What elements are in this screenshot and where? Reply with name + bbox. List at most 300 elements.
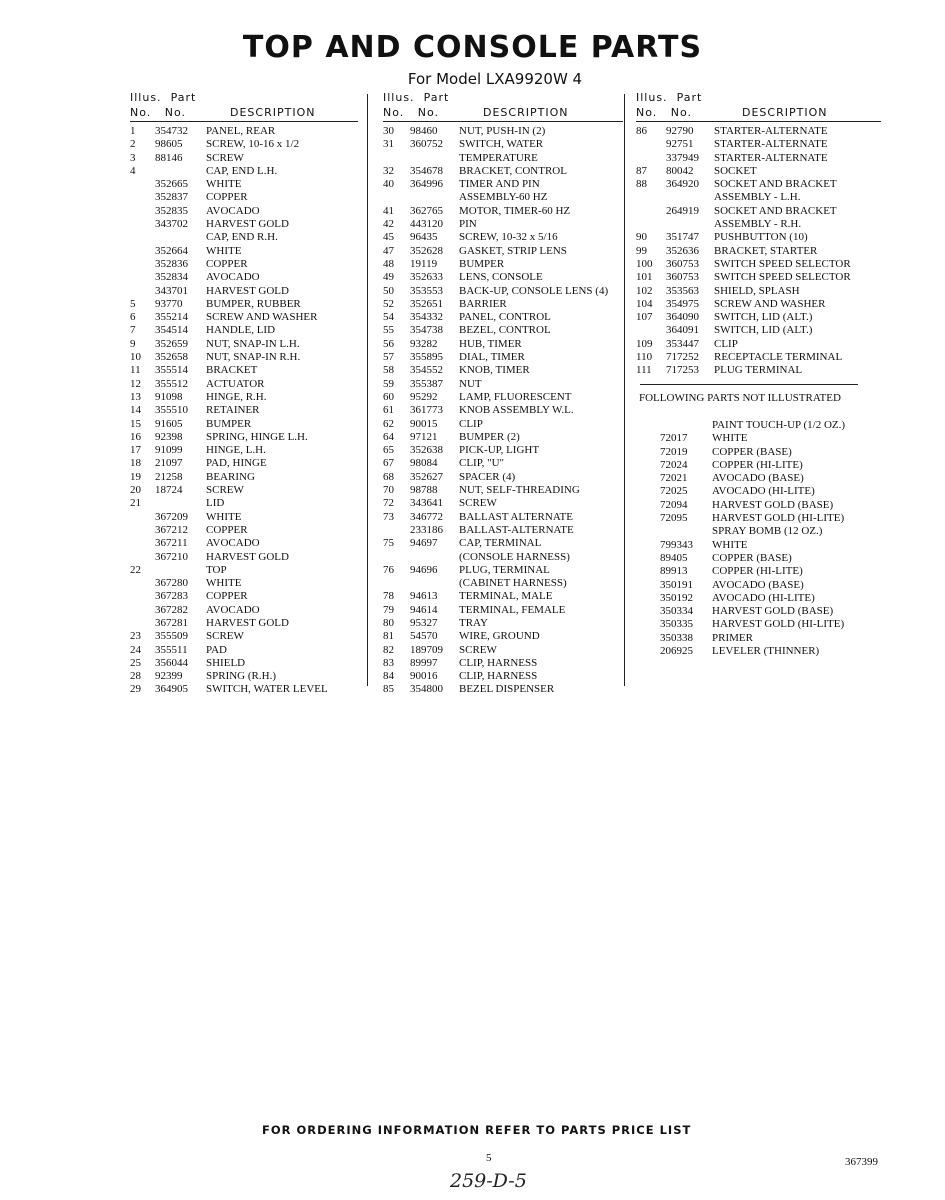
illus-number: 18: [130, 457, 141, 470]
part-number: 92751: [666, 138, 694, 151]
illus-number: 52: [383, 297, 394, 310]
part-row: [130, 511, 358, 524]
part-description: PAINT TOUCH-UP (1/2 OZ.): [712, 419, 846, 431]
part-number: 353563: [666, 284, 699, 297]
part-description: CAP, END L.H.: [206, 164, 278, 177]
part-row: [636, 512, 881, 525]
part-row: [383, 125, 623, 138]
part-description: WHITE: [206, 510, 242, 523]
illus-number: 84: [383, 670, 394, 683]
part-row: [636, 525, 881, 538]
part-number: 94697: [410, 537, 438, 550]
part-row: [130, 617, 358, 630]
part-number: 352664: [155, 244, 188, 257]
part-description: ASSEMBLY - R.H.: [714, 218, 802, 231]
part-row: [636, 432, 881, 445]
illus-number: 54: [383, 311, 394, 324]
part-row: [130, 245, 358, 258]
part-description: ACTUATOR: [206, 377, 265, 390]
part-number: 367281: [155, 616, 188, 629]
part-description: SWITCH, WATER: [459, 138, 544, 151]
part-row: [130, 418, 358, 431]
part-description: (CABINET HARNESS): [459, 577, 567, 590]
part-description: TIMER AND PIN: [459, 178, 540, 191]
part-row: [636, 618, 881, 631]
part-row: [383, 683, 623, 696]
part-description: AVOCADO: [206, 271, 260, 284]
part-number: 360752: [410, 138, 443, 151]
part-description: AVOCADO (BASE): [712, 472, 804, 485]
part-description: BEZEL, CONTROL: [459, 324, 551, 337]
part-description: SCREW: [459, 643, 497, 656]
no-no-label: No. No.: [636, 106, 693, 119]
illus-number: 79: [383, 603, 394, 616]
part-description: PRIMER: [712, 631, 753, 644]
part-description: SHIELD: [206, 656, 246, 669]
part-description: BALLAST ALTERNATE: [459, 510, 573, 523]
illus-part-label: Illus. Part: [130, 91, 197, 104]
part-row: [130, 311, 358, 324]
part-number: 350192: [660, 591, 693, 604]
part-number: 89405: [660, 551, 688, 564]
part-number: 91099: [155, 444, 183, 457]
part-number: 21258: [155, 470, 183, 483]
part-number: 89913: [660, 565, 688, 578]
part-description: TEMPERATURE: [459, 151, 538, 164]
part-row: [130, 670, 358, 683]
illus-number: 9: [130, 337, 136, 350]
illus-number: 80: [383, 616, 394, 629]
part-description: TERMINAL, MALE: [459, 590, 553, 603]
part-row: [636, 138, 881, 151]
illus-number: 20: [130, 484, 141, 497]
document-number: 367399: [845, 1156, 878, 1168]
illus-number: 88: [636, 178, 647, 191]
part-description: CLIP, HARNESS: [459, 656, 538, 669]
part-number: 94613: [410, 590, 438, 603]
part-row: [383, 524, 623, 537]
illus-number: 7: [130, 324, 136, 337]
illus-number: 56: [383, 337, 394, 350]
part-description: SOCKET: [714, 164, 757, 177]
part-number: 360753: [666, 257, 699, 270]
part-description: BUMPER: [459, 257, 505, 270]
description-header: DESCRIPTION: [483, 106, 569, 119]
part-number: 354738: [410, 324, 443, 337]
part-row: [130, 218, 358, 231]
part-number: 352658: [155, 351, 188, 364]
description-header: DESCRIPTION: [230, 106, 316, 119]
part-description: SPACER (4): [459, 470, 516, 483]
part-row: [130, 178, 358, 191]
part-description: CLIP: [459, 417, 483, 430]
illus-number: 73: [383, 510, 394, 523]
part-row: [130, 285, 358, 298]
part-row: [636, 351, 881, 364]
part-number: 354975: [666, 297, 699, 310]
part-description: PAD, HINGE: [206, 457, 267, 470]
part-description: NUT, SNAP-IN R.H.: [206, 351, 301, 364]
part-description: LENS, CONSOLE: [459, 271, 543, 284]
part-description: HARVEST GOLD: [206, 218, 289, 231]
part-row: [636, 338, 881, 351]
part-row: [636, 579, 881, 592]
part-row: [383, 444, 623, 457]
part-number: 264919: [666, 204, 699, 217]
part-row: [383, 338, 623, 351]
model-subtitle: For Model LXA9920W 4: [407, 70, 583, 88]
part-row: [383, 218, 623, 231]
part-number: 94614: [410, 603, 438, 616]
part-description: WHITE: [712, 432, 748, 445]
part-row: [383, 364, 623, 377]
part-row: [383, 590, 623, 603]
part-row: [130, 590, 358, 603]
part-description: STARTER-ALTERNATE: [714, 125, 828, 137]
part-number: 189709: [410, 643, 443, 656]
part-row: [636, 645, 881, 658]
illus-number: 75: [383, 537, 394, 550]
part-row: [383, 457, 623, 470]
parts-list: [383, 125, 623, 697]
illus-number: 110: [636, 351, 653, 364]
part-number: 89997: [410, 656, 438, 669]
part-row: [130, 497, 358, 510]
part-description: STARTER-ALTERNATE: [714, 151, 828, 164]
part-row: [130, 298, 358, 311]
description-header: DESCRIPTION: [742, 106, 828, 119]
part-description: TERMINAL, FEMALE: [459, 603, 566, 616]
illus-number: 4: [130, 164, 136, 177]
part-number: 95327: [410, 616, 438, 629]
column-divider: [624, 94, 625, 686]
part-row: [383, 351, 623, 364]
part-row: [130, 152, 358, 165]
part-number: 354732: [155, 125, 188, 137]
illus-number: 1: [130, 125, 136, 137]
part-number: 355512: [155, 377, 188, 390]
part-row: [383, 391, 623, 404]
part-number: 72094: [660, 498, 688, 511]
part-row: [130, 138, 358, 151]
part-number: 98605: [155, 138, 183, 151]
part-description: WIRE, GROUND: [459, 630, 540, 643]
illus-number: 62: [383, 417, 394, 430]
part-description: BACK-UP, CONSOLE LENS (4): [459, 284, 609, 297]
part-number: 346772: [410, 510, 443, 523]
illus-number: 64: [383, 430, 394, 443]
part-description: AVOCADO: [206, 537, 260, 550]
illus-number: 31: [383, 138, 394, 151]
illus-number: 15: [130, 417, 141, 430]
part-description: HARVEST GOLD (BASE): [712, 498, 834, 511]
illus-number: 86: [636, 125, 647, 137]
part-number: 355387: [410, 377, 443, 390]
part-row: [636, 364, 881, 377]
part-row: [383, 670, 623, 683]
part-row: [636, 125, 881, 138]
part-number: 717253: [666, 364, 699, 377]
part-row: [383, 311, 623, 324]
part-description: COPPER: [206, 257, 248, 270]
part-description: SWITCH SPEED SELECTOR: [714, 257, 851, 270]
part-number: 361773: [410, 404, 443, 417]
part-row: [383, 404, 623, 417]
part-description: BRACKET, CONTROL: [459, 164, 567, 177]
illus-number: 25: [130, 656, 141, 669]
part-description: PLUG TERMINAL: [714, 364, 803, 377]
illus-number: 41: [383, 204, 394, 217]
part-row: [130, 125, 358, 138]
part-row: [130, 551, 358, 564]
part-number: 343641: [410, 497, 443, 510]
part-description: WHITE: [206, 577, 242, 590]
part-row: [130, 431, 358, 444]
part-number: 337949: [666, 151, 699, 164]
illus-part-label: Illus. Part: [636, 91, 703, 104]
column-header: [636, 90, 881, 125]
part-description: RECEPTACLE TERMINAL: [714, 351, 843, 364]
part-row: [130, 457, 358, 470]
part-description: BARRIER: [459, 297, 507, 310]
part-row: [636, 205, 881, 218]
part-description: CLIP, "U": [459, 457, 505, 470]
part-number: 350191: [660, 578, 693, 591]
part-row: [130, 258, 358, 271]
part-number: 352835: [155, 204, 188, 217]
part-number: 355509: [155, 630, 188, 643]
part-number: 352836: [155, 257, 188, 270]
illus-number: 32: [383, 164, 394, 177]
part-number: 96435: [410, 231, 438, 244]
part-row: [383, 152, 623, 165]
illus-number: 24: [130, 643, 141, 656]
part-number: 352659: [155, 337, 188, 350]
not-illustrated-heading: FOLLOWING PARTS NOT ILLUSTRATED: [639, 392, 841, 404]
part-number: 354678: [410, 164, 443, 177]
part-number: 352837: [155, 191, 188, 204]
part-row: [383, 298, 623, 311]
illus-number: 59: [383, 377, 394, 390]
part-description: SWITCH, LID (ALT.): [714, 324, 813, 337]
illus-number: 55: [383, 324, 394, 337]
part-row: [383, 285, 623, 298]
not-illustrated-list: [636, 419, 881, 658]
part-description: NUT, PUSH-IN (2): [459, 125, 546, 137]
part-description: DIAL, TIMER: [459, 351, 525, 364]
part-row: [130, 364, 358, 377]
part-description: SPRING (R.H.): [206, 670, 276, 683]
part-number: 54570: [410, 630, 438, 643]
part-description: AVOCADO: [206, 204, 260, 217]
part-row: [383, 138, 623, 151]
part-description: CAP, END R.H.: [206, 231, 278, 244]
part-description: PUSHBUTTON (10): [714, 231, 808, 244]
part-number: 95292: [410, 390, 438, 403]
illus-number: 14: [130, 404, 141, 417]
part-row: [130, 484, 358, 497]
part-number: 367209: [155, 510, 188, 523]
part-row: [383, 497, 623, 510]
illus-part-label: Illus. Part: [383, 91, 450, 104]
part-description: SOCKET AND BRACKET: [714, 204, 837, 217]
part-row: [130, 537, 358, 550]
part-row: [636, 298, 881, 311]
part-row: [636, 565, 881, 578]
part-row: [383, 165, 623, 178]
part-number: 354552: [410, 364, 443, 377]
part-number: 356044: [155, 656, 188, 669]
header-rule: [383, 121, 623, 122]
part-number: 94696: [410, 563, 438, 576]
part-description: SCREW: [206, 630, 244, 643]
part-description: SCREW, 10-16 x 1/2: [206, 138, 300, 151]
part-row: [636, 485, 881, 498]
part-row: [383, 604, 623, 617]
illus-number: 17: [130, 444, 141, 457]
part-number: 350334: [660, 605, 693, 618]
part-number: 443120: [410, 218, 443, 231]
part-row: [383, 431, 623, 444]
part-description: PIN: [459, 218, 477, 231]
part-row: [383, 564, 623, 577]
part-description: PICK-UP, LIGHT: [459, 444, 540, 457]
part-description: COPPER: [206, 191, 248, 204]
part-description: HARVEST GOLD: [206, 550, 289, 563]
part-number: 88146: [155, 151, 183, 164]
part-row: [636, 592, 881, 605]
part-number: 90016: [410, 670, 438, 683]
part-row: [636, 285, 881, 298]
illus-number: 78: [383, 590, 394, 603]
part-number: 206925: [660, 645, 693, 658]
part-number: 97121: [410, 430, 438, 443]
part-row: [130, 577, 358, 590]
part-number: 367211: [155, 537, 188, 550]
part-row: [130, 191, 358, 204]
part-number: 367280: [155, 577, 188, 590]
illus-number: 87: [636, 164, 647, 177]
part-number: 72019: [660, 445, 688, 458]
part-row: [636, 271, 881, 284]
part-description: HARVEST GOLD (BASE): [712, 605, 834, 618]
part-description: NUT, SNAP-IN L.H.: [206, 337, 300, 350]
part-row: [636, 258, 881, 271]
part-description: LAMP, FLUORESCENT: [459, 390, 572, 403]
illus-number: 21: [130, 497, 141, 510]
illus-number: 61: [383, 404, 394, 417]
illus-number: 100: [636, 257, 653, 270]
part-row: [130, 644, 358, 657]
illus-number: 81: [383, 630, 394, 643]
part-number: 350338: [660, 631, 693, 644]
part-number: 367212: [155, 523, 188, 536]
part-description: CAP, TERMINAL: [459, 537, 542, 550]
part-number: 21097: [155, 457, 183, 470]
illus-number: 6: [130, 311, 136, 324]
part-description: SCREW, 10-32 x 5/16: [459, 231, 558, 244]
illus-number: 23: [130, 630, 141, 643]
part-description: SWITCH, LID (ALT.): [714, 311, 813, 324]
part-number: 360753: [666, 271, 699, 284]
illus-number: 22: [130, 563, 141, 576]
illus-number: 29: [130, 683, 141, 696]
column-divider: [367, 94, 368, 686]
part-number: 72021: [660, 472, 688, 485]
header-rule: [636, 121, 881, 122]
illus-number: 10: [130, 351, 141, 364]
part-row: [636, 446, 881, 459]
part-row: [636, 231, 881, 244]
part-row: [130, 404, 358, 417]
part-number: 352638: [410, 444, 443, 457]
part-description: HARVEST GOLD: [206, 284, 289, 297]
part-number: 367283: [155, 590, 188, 603]
part-row: [383, 657, 623, 670]
part-description: COPPER (HI-LITE): [712, 458, 803, 471]
part-description: KNOB, TIMER: [459, 364, 530, 377]
illus-number: 47: [383, 244, 394, 257]
part-description: NUT: [459, 377, 482, 390]
part-number: 362765: [410, 204, 443, 217]
part-description: HARVEST GOLD: [206, 616, 289, 629]
illus-number: 5: [130, 297, 136, 310]
part-row: [636, 459, 881, 472]
illus-number: 82: [383, 643, 394, 656]
part-row: [383, 644, 623, 657]
part-description: HANDLE, LID: [206, 324, 276, 337]
part-description: SCREW: [459, 497, 497, 510]
illus-number: 109: [636, 337, 653, 350]
part-row: [383, 418, 623, 431]
part-row: [636, 218, 881, 231]
illus-number: 11: [130, 364, 141, 377]
part-description: NUT, SELF-THREADING: [459, 484, 580, 497]
part-row: [636, 539, 881, 552]
part-number: 343702: [155, 218, 188, 231]
part-row: [636, 472, 881, 485]
part-description: BRACKET, STARTER: [714, 244, 818, 257]
part-number: 352651: [410, 297, 443, 310]
part-row: [383, 630, 623, 643]
part-number: 364091: [666, 324, 699, 337]
part-row: [130, 524, 358, 537]
illus-number: 70: [383, 484, 394, 497]
part-row: [130, 351, 358, 364]
parts-column-2: [383, 90, 623, 697]
illus-number: 57: [383, 351, 394, 364]
part-number: 717252: [666, 351, 699, 364]
part-row: [636, 324, 881, 337]
part-row: [636, 245, 881, 258]
part-row: [130, 444, 358, 457]
part-number: 364996: [410, 178, 443, 191]
part-number: 355214: [155, 311, 188, 324]
illus-number: 2: [130, 138, 136, 151]
illus-number: 30: [383, 125, 394, 137]
part-number: 91098: [155, 390, 183, 403]
page-title: TOP AND CONSOLE PARTS: [242, 30, 703, 65]
illus-number: 42: [383, 218, 394, 231]
part-row: [636, 152, 881, 165]
part-number: 353553: [410, 284, 443, 297]
illus-number: 111: [636, 364, 652, 377]
part-description: TRAY: [459, 616, 488, 629]
part-row: [636, 499, 881, 512]
illus-number: 68: [383, 470, 394, 483]
part-number: 98460: [410, 125, 438, 137]
part-number: 352665: [155, 178, 188, 191]
